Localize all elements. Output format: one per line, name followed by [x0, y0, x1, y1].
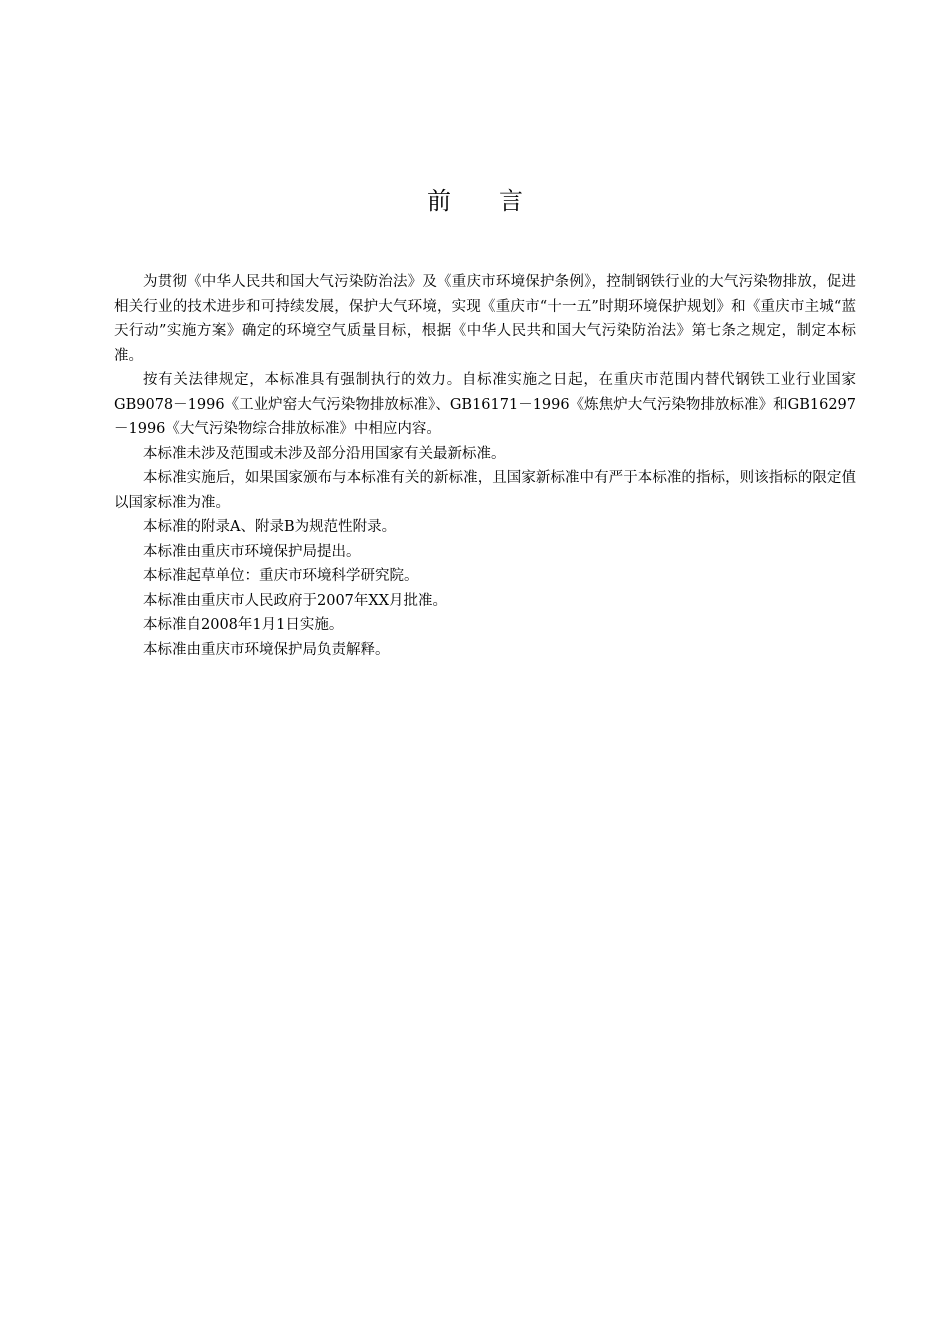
paragraph-approval: 本标准由重庆市人民政府于2007年XX月批准。 — [143, 592, 448, 609]
paragraph-interpretation: 本标准由重庆市环境保护局负责解释。 — [143, 641, 390, 658]
paragraph-drafter: 本标准起草单位：重庆市环境科学研究院。 — [143, 568, 419, 584]
paragraph-scope: 本标准未涉及范围或未涉及部分沿用国家有关最新标准。 — [143, 445, 506, 462]
paragraph-effective-date: 本标准自2008年1月1日实施。 — [143, 617, 344, 633]
paragraph-national-standard: 本标准实施后，如果国家颁布与本标准有关的新标准，且国家新标准中有严于本标准的指标，则该指标的限定值以国家标准为准。 — [114, 470, 856, 511]
paragraph-proposer: 本标准由重庆市环境保护局提出。 — [143, 543, 361, 560]
page-title: 前 言 — [427, 187, 535, 215]
paragraph-purpose: 为贯彻《中华人民共和国大气污染防治法》及《重庆市环境保护条例》，控制钢铁行业的大气污染物排放，促进相关行业的技术进步和可持续发展，保护大气环境，实现《重庆市“十一五”时期环境保护规划》和《重庆市主城“蓝天行动”实施方案》确定的环境空气质量目标，根据《中华人民共和国大气污染防治法》第七条之规定，制定本标准。 — [114, 274, 856, 364]
paragraph-appendix: 本标准的附录A、附录B为规范性附录。 — [143, 519, 397, 535]
paragraph-legal-effect: 按有关法律规定，本标准具有强制执行的效力。自标准实施之日起，在重庆市范围内替代钢铁工业行业国家GB9078－1996《工业炉窑大气污染物排放标准》、GB16171－1996《炼焦炉大气污染物排放标准》和GB16297－1996《大气污染物综合排放标准》中相应内容。 — [114, 372, 856, 437]
body-text — [114, 270, 856, 662]
